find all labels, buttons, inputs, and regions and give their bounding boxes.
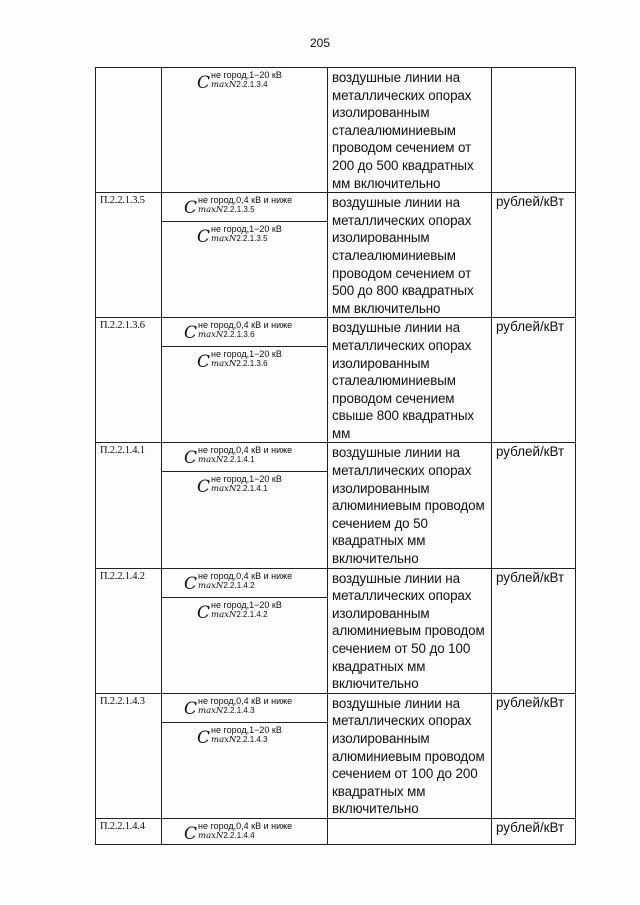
- subscript-variable: maxN: [198, 330, 224, 341]
- formula: [162, 318, 327, 347]
- formula-cell: [162, 568, 328, 693]
- formula-subscript: [198, 706, 292, 716]
- subscript-variable: maxN: [211, 80, 237, 90]
- formula-symbol: C: [197, 352, 211, 373]
- subscript-variable: maxN: [211, 234, 237, 245]
- formula: [162, 472, 327, 501]
- formula-symbol: C: [197, 602, 211, 623]
- formula-subscript: [211, 735, 282, 745]
- line-description: воздушные линии на металлических опорах изолированным алюминиевым проводом сечением до 50 квадратных мм включительно: [332, 445, 485, 567]
- formula-symbol: C: [184, 573, 198, 594]
- page-number: 205: [309, 36, 331, 50]
- unit-cell: [492, 443, 576, 568]
- subscript-variable: maxN: [198, 205, 224, 216]
- code-cell: [96, 193, 162, 318]
- unit-label: рублей/кВт: [496, 569, 565, 585]
- item-code: П.2.2.1.4.1: [100, 445, 145, 457]
- formula-symbol: C: [184, 448, 198, 469]
- subscript-number: 2.2.1.4.1: [236, 484, 268, 494]
- formula-cell: [162, 818, 328, 844]
- formula-symbol: C: [184, 698, 198, 719]
- formula-subscript: [211, 234, 282, 244]
- table-row: [96, 318, 576, 443]
- subscript-variable: maxN: [211, 734, 237, 745]
- subscript-variable: maxN: [211, 359, 237, 370]
- subscript-variable: maxN: [198, 705, 224, 716]
- formula-superscript: не город,0,4 кВ и ниже: [198, 820, 293, 831]
- unit-label: рублей/кВт: [496, 444, 565, 460]
- item-code: П.2.2.1.3.5: [100, 195, 145, 207]
- item-code: П.2.2.1.4.4: [100, 820, 145, 832]
- formula-symbol: C: [197, 727, 211, 748]
- line-description: [328, 819, 491, 820]
- item-code: П.2.2.1.3.6: [100, 320, 145, 332]
- formula: [162, 68, 327, 92]
- formula: [162, 598, 327, 627]
- formula: [162, 443, 327, 472]
- formula-subscript: [211, 610, 282, 620]
- formula-superscript: не город,0,4 кВ и ниже: [198, 445, 293, 456]
- formula-superscript: не город,0,4 кВ и ниже: [198, 570, 293, 581]
- description-cell: [328, 568, 492, 693]
- formula-symbol: C: [197, 73, 211, 93]
- subscript-number: 2.2.1.4.1: [223, 455, 255, 465]
- item-code: П.2.2.1.4.2: [100, 570, 145, 582]
- item-code: [96, 68, 161, 70]
- description-cell: [328, 443, 492, 568]
- line-description: воздушные линии на металлических опорах изолированным алюминиевым проводом сечением от 100 до 200 квадратных мм включительно: [332, 695, 485, 817]
- unit-cell: [492, 68, 576, 193]
- formula-subscript: [198, 581, 292, 591]
- unit-cell: [492, 318, 576, 443]
- formula-subscript: [198, 330, 292, 340]
- subscript-number: 2.2.1.3.6: [236, 359, 268, 369]
- unit-cell: [492, 193, 576, 318]
- formula-symbol: C: [184, 823, 198, 844]
- unit-cell: [492, 693, 576, 818]
- description-cell: [328, 68, 492, 193]
- formula-cell: [162, 693, 328, 818]
- formula-superscript: не город,1−20 кВ: [211, 224, 282, 235]
- line-description: воздушные линии на металлических опорах изолированным сталеалюминиевым проводом сечением от 200 до 500 квадратных мм включительно: [332, 70, 474, 191]
- formula-cell: [162, 443, 328, 568]
- formula-superscript: не город,1−20 кВ: [211, 70, 282, 80]
- description-cell: [328, 818, 492, 844]
- formula-superscript: не город,1−20 кВ: [211, 349, 282, 360]
- table-row: [96, 568, 576, 693]
- subscript-number: 2.2.1.4.2: [236, 609, 268, 619]
- subscript-variable: maxN: [198, 455, 224, 466]
- formula: [162, 347, 327, 376]
- formula: [162, 193, 327, 222]
- table-row: [96, 68, 576, 193]
- subscript-number: 2.2.1.4.3: [236, 734, 268, 744]
- subscript-variable: maxN: [211, 484, 237, 495]
- unit-label: рублей/кВт: [496, 194, 565, 210]
- table-row: [96, 693, 576, 818]
- table-row: [96, 818, 576, 844]
- subscript-number: 2.2.1.3.4: [236, 80, 268, 89]
- subscript-number: 2.2.1.4.2: [223, 580, 255, 590]
- unit-label: [492, 68, 575, 69]
- item-code: П.2.2.1.4.3: [100, 695, 145, 707]
- unit-cell: [492, 568, 576, 693]
- formula-superscript: не город,0,4 кВ и ниже: [198, 695, 293, 706]
- table-row: [96, 443, 576, 568]
- description-cell: [328, 318, 492, 443]
- unit-label: рублей/кВт: [496, 319, 565, 335]
- description-cell: [328, 693, 492, 818]
- formula: [162, 222, 327, 251]
- subscript-variable: maxN: [198, 580, 224, 591]
- code-cell: [96, 68, 162, 193]
- formula-superscript: не город,1−20 кВ: [211, 474, 282, 485]
- subscript-number: 2.2.1.3.5: [223, 205, 255, 215]
- code-cell: [96, 568, 162, 693]
- formula: [162, 819, 327, 843]
- line-description: воздушные линии на металлических опорах изолированным алюминиевым проводом сечением от 50 до 100 квадратных мм включительно: [332, 570, 485, 692]
- formula-superscript: не город,0,4 кВ и ниже: [198, 320, 293, 331]
- formula-superscript: не город,1−20 кВ: [211, 599, 282, 610]
- formula-superscript: не город,0,4 кВ и ниже: [198, 195, 293, 206]
- formula-subscript: [211, 80, 282, 90]
- code-cell: [96, 318, 162, 443]
- description-cell: [328, 193, 492, 318]
- formula-symbol: C: [197, 477, 211, 498]
- formula-cell: [162, 68, 328, 193]
- formula-subscript: [211, 484, 282, 494]
- formula-subscript: [198, 831, 292, 841]
- code-cell: [96, 443, 162, 568]
- subscript-number: 2.2.1.3.5: [236, 234, 268, 244]
- table-row: [96, 193, 576, 318]
- tariff-table: [95, 67, 576, 845]
- formula-subscript: [198, 205, 292, 215]
- code-cell: [96, 818, 162, 844]
- subscript-variable: maxN: [211, 609, 237, 620]
- unit-label: рублей/кВт: [496, 694, 565, 710]
- unit-label: рублей/кВт: [496, 819, 565, 835]
- formula: [162, 694, 327, 723]
- formula-subscript: [198, 455, 292, 465]
- unit-cell: [492, 818, 576, 844]
- formula-superscript: не город,1−20 кВ: [211, 724, 282, 735]
- subscript-number: 2.2.1.4.4: [223, 830, 255, 840]
- formula: [162, 723, 327, 752]
- subscript-number: 2.2.1.4.3: [223, 705, 255, 715]
- formula-subscript: [211, 359, 282, 369]
- formula-symbol: C: [184, 323, 198, 344]
- subscript-number: 2.2.1.3.6: [223, 330, 255, 340]
- formula-symbol: C: [197, 227, 211, 248]
- formula-symbol: C: [184, 198, 198, 219]
- code-cell: [96, 693, 162, 818]
- formula-cell: [162, 318, 328, 443]
- subscript-variable: maxN: [198, 830, 224, 841]
- formula: [162, 569, 327, 598]
- formula-cell: [162, 193, 328, 318]
- line-description: воздушные линии на металлических опорах изолированным сталеалюминиевым проводом сечением свыше 800 квадратных мм: [332, 320, 474, 441]
- line-description: воздушные линии на металлических опорах изолированным сталеалюминиевым проводом сечением от 500 до 800 квадратных мм включительно: [332, 195, 474, 316]
